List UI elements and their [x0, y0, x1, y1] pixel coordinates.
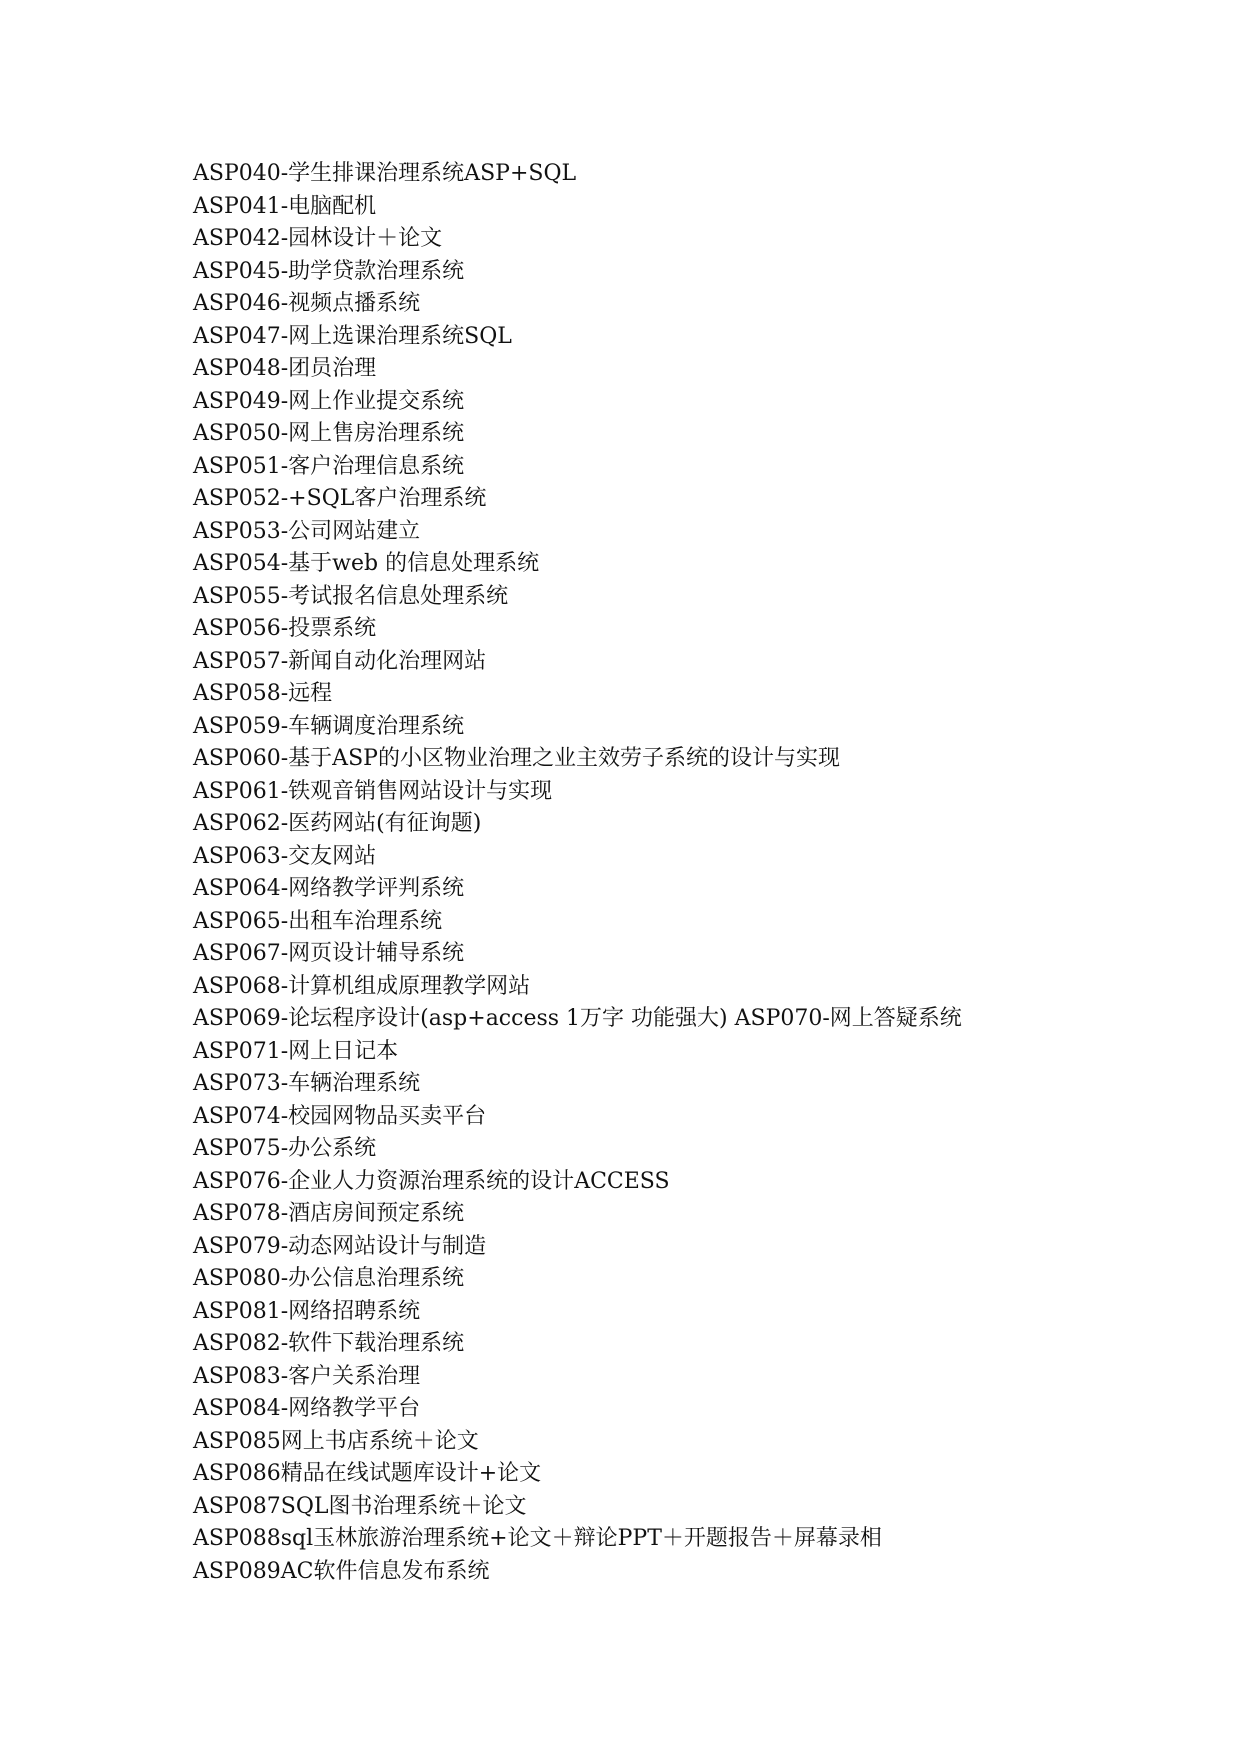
list-item: ASP049-网上作业提交系统 [193, 388, 465, 414]
list-item: ASP074-校园网物品买卖平台 [193, 1103, 487, 1129]
list-item: ASP085网上书店系统＋论文 [193, 1428, 479, 1454]
list-item: ASP080-办公信息治理系统 [193, 1266, 465, 1291]
list-item: ASP046-视频点播系统 [193, 291, 421, 316]
list-item: ASP047-网上选课治理系统SQL [193, 323, 512, 349]
list-item: ASP068-计算机组成原理教学网站 [193, 973, 531, 999]
list-item: ASP083-客户关系治理 [193, 1363, 421, 1389]
list-item: ASP069-论坛程序设计(asp+access 1万字 功能强大) ASP070-网上答疑系统 [193, 1006, 962, 1031]
list-item: ASP041-电脑配机 [193, 193, 377, 219]
list-item: ASP065-出租车治理系统 [193, 908, 443, 934]
list-item: ASP067-网页设计辅导系统 [193, 941, 465, 966]
list-item: ASP076-企业人力资源治理系统的设计ACCESS [193, 1168, 670, 1194]
list-item: ASP063-交友网站 [193, 843, 377, 869]
list-item: ASP059-车辆调度治理系统 [193, 713, 465, 739]
list-item: ASP050-网上售房治理系统 [193, 421, 465, 446]
list-item: ASP064-网络教学评判系统 [193, 876, 465, 901]
list-item: ASP045-助学贷款治理系统 [193, 258, 465, 284]
list-item: ASP079-动态网站设计与制造 [193, 1233, 487, 1259]
list-item: ASP073-车辆治理系统 [193, 1071, 421, 1096]
list-item: ASP082-软件下载治理系统 [193, 1331, 465, 1356]
list-item: ASP040-学生排课治理系统ASP+SQL [193, 161, 577, 186]
list-item: ASP062-医药网站(有征询题) [193, 811, 482, 836]
list-item: ASP042-园林设计＋论文 [193, 226, 443, 251]
list-item: ASP078-酒店房间预定系统 [193, 1201, 465, 1226]
list-item: ASP057-新闻自动化治理网站 [193, 648, 487, 674]
list-item: ASP056-投票系统 [193, 616, 377, 641]
list-item: ASP058-远程 [193, 681, 333, 706]
list-item: ASP089AC软件信息发布系统 [193, 1558, 490, 1584]
list-item: ASP087SQL图书治理系统＋论文 [193, 1493, 527, 1519]
list-item: ASP052-+SQL客户治理系统 [193, 486, 487, 511]
list-item: ASP055-考试报名信息处理系统 [193, 583, 509, 609]
list-item: ASP054-基于web 的信息处理系统 [193, 551, 540, 576]
list-item: ASP084-网络教学平台 [193, 1396, 421, 1421]
list-item: ASP060-基于ASP的小区物业治理之业主效劳子系统的设计与实现 [193, 746, 840, 771]
list-item: ASP051-客户治理信息系统 [193, 453, 465, 479]
list-item: ASP048-团员治理 [193, 356, 377, 381]
list-item: ASP071-网上日记本 [193, 1038, 399, 1064]
list-item: ASP061-铁观音销售网站设计与实现 [193, 778, 553, 804]
list-item: ASP088sql玉林旅游治理系统+论文＋辩论PPT＋开题报告＋屏幕录相 [193, 1526, 882, 1551]
list-item: ASP075-办公系统 [193, 1136, 377, 1161]
list-item: ASP086精品在线试题库设计+论文 [193, 1461, 542, 1486]
list-item: ASP081-网络招聘系统 [193, 1298, 421, 1324]
project-list [193, 158, 962, 1588]
list-item: ASP053-公司网站建立 [193, 518, 421, 544]
